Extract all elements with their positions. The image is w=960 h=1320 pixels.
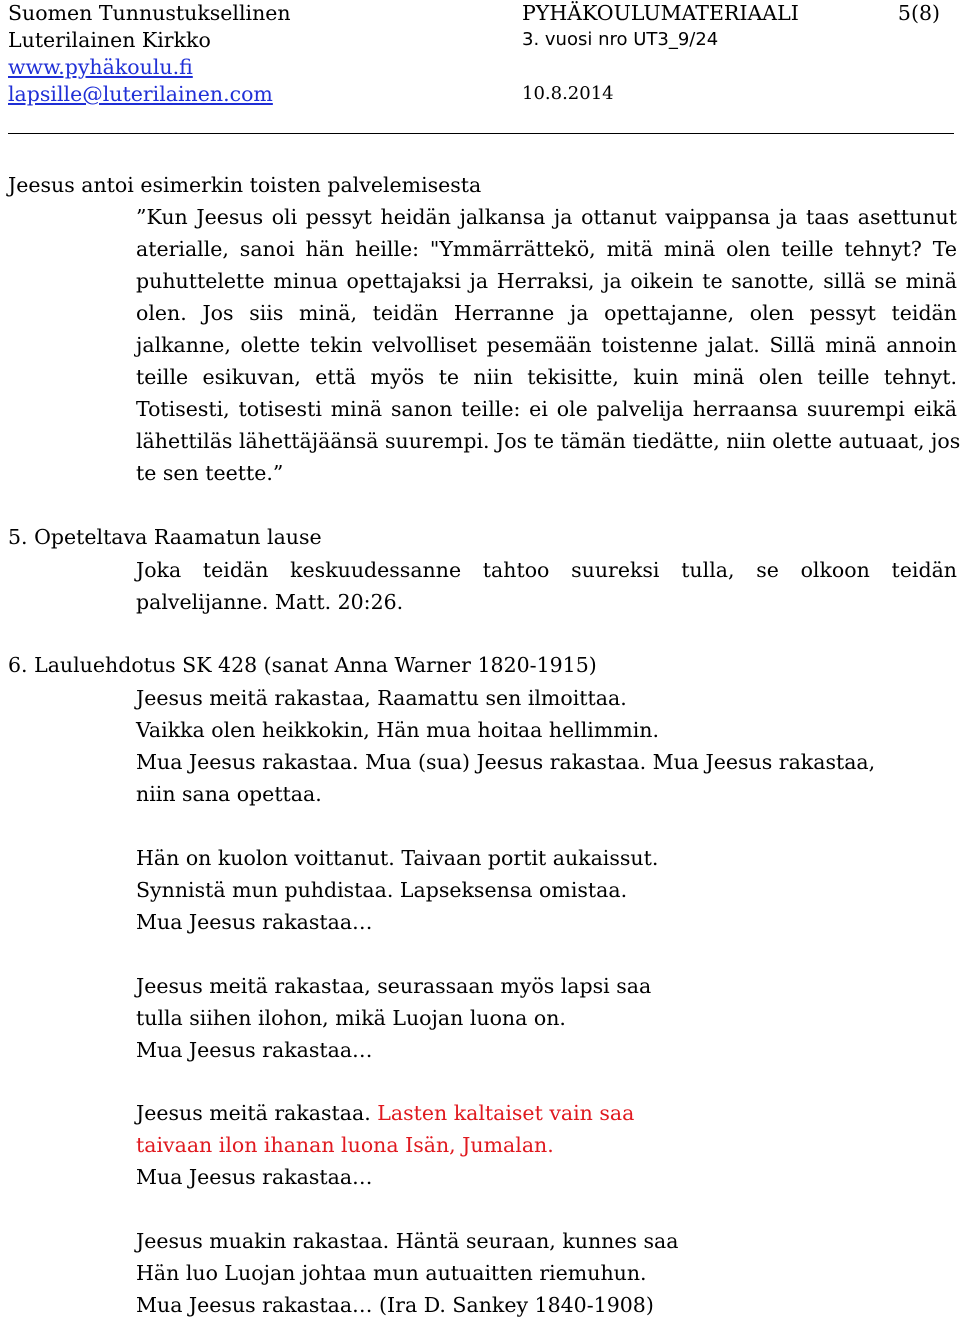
song-line: Jeesus muakin rakastaa. Häntä seuraan, kunnes saa — [136, 1229, 679, 1253]
memory-verse-line: Joka teidän keskuudessanne tahtoo suureksi tulla, se olkoon teidän — [136, 558, 957, 582]
header-date: 10.8.2014 — [522, 83, 614, 104]
quote-line: jalkanne, olette tekin velvolliset pesemään toistenne jalat. Sillä minä annoin — [136, 333, 957, 357]
song-line: Synnistä mun puhdistaa. Lapseksensa omistaa. — [136, 878, 628, 902]
highlighted-text: Lasten kaltaiset vain saa — [377, 1101, 635, 1125]
song-line: Mua Jeesus rakastaa. Mua (sua) Jeesus rakastaa. Mua Jeesus rakastaa, — [136, 750, 876, 774]
header-material-title: PYHÄKOULUMATERIAALI — [522, 1, 799, 25]
quote-line: te sen teette.” — [136, 461, 284, 485]
song-line: Jeesus meitä rakastaa, Raamattu sen ilmoittaa. — [136, 686, 627, 710]
memory-verse-line: palvelijanne. Matt. 20:26. — [136, 590, 404, 614]
page-number: 5(8) — [897, 1, 940, 25]
header-org-line1: Suomen Tunnustuksellinen — [8, 1, 291, 25]
song-line: Hän on kuolon voittanut. Taivaan portit aukaissut. — [136, 846, 659, 870]
song-line: tulla siihen ilohon, mikä Luojan luona on. — [136, 1006, 566, 1030]
song-line: Vaikka olen heikkokin, Hän mua hoitaa hellimmin. — [136, 718, 659, 742]
quote-line: olen. Jos siis minä, teidän Herranne ja opettajanne, olen pessyt teidän — [136, 301, 957, 325]
quote-line: aterialle, sanoi hän heille: "Ymmärrättekö, mitä minä olen teille tehnyt? Te — [136, 237, 957, 261]
section-heading-example: Jeesus antoi esimerkin toisten palvelemisesta — [8, 173, 482, 197]
header-org-line2: Luterilainen Kirkko — [8, 28, 211, 52]
song-line: Mua Jeesus rakastaa… (Ira D. Sankey 1840-1908) — [136, 1293, 654, 1317]
song-line: Jeesus meitä rakastaa, seurassaan myös lapsi saa — [136, 974, 652, 998]
quote-line: teille esikuvan, että myös te niin tekisitte, kuin minä olen teille tehnyt. — [136, 365, 957, 389]
header-email-link[interactable]: lapsille@luterilainen.com — [8, 82, 273, 106]
song-line: Hän luo Luojan johtaa mun autuaitten riemuhun. — [136, 1261, 647, 1285]
section-heading-6: 6. Lauluehdotus SK 428 (sanat Anna Warner 1820-1915) — [8, 653, 597, 677]
header-divider — [8, 133, 954, 134]
section-heading-5: 5. Opeteltava Raamatun lause — [8, 525, 322, 549]
quote-line: lähettiläs lähettäjäänsä suurempi. Jos te tämän tiedätte, niin olette autuaat, jos — [136, 429, 960, 453]
song-line: Mua Jeesus rakastaa… — [136, 1165, 373, 1189]
highlighted-song-line: taivaan ilon ihanan luona Isän, Jumalan. — [136, 1133, 554, 1157]
quote-line: puhuttelette minua opettajaksi ja Herraksi, ja oikein te sanotte, sillä se minä — [136, 269, 957, 293]
quote-line: Totisesti, totisesti minä sanon teille: ei ole palvelija herraansa suurempi eikä — [136, 397, 957, 421]
song-line: Mua Jeesus rakastaa… — [136, 1038, 373, 1062]
song-line: Mua Jeesus rakastaa… — [136, 910, 373, 934]
header-website-link[interactable]: www.pyhäkoulu.fi — [8, 55, 193, 79]
song-text: Jeesus meitä rakastaa. — [136, 1101, 378, 1125]
song-line: niin sana opettaa. — [136, 782, 322, 806]
quote-line: ”Kun Jeesus oli pessyt heidän jalkansa ja ottanut vaippansa ja taas asettunut — [136, 205, 957, 229]
header-material-id: 3. vuosi nro UT3_9/24 — [522, 29, 719, 50]
song-line — [136, 1100, 634, 1126]
